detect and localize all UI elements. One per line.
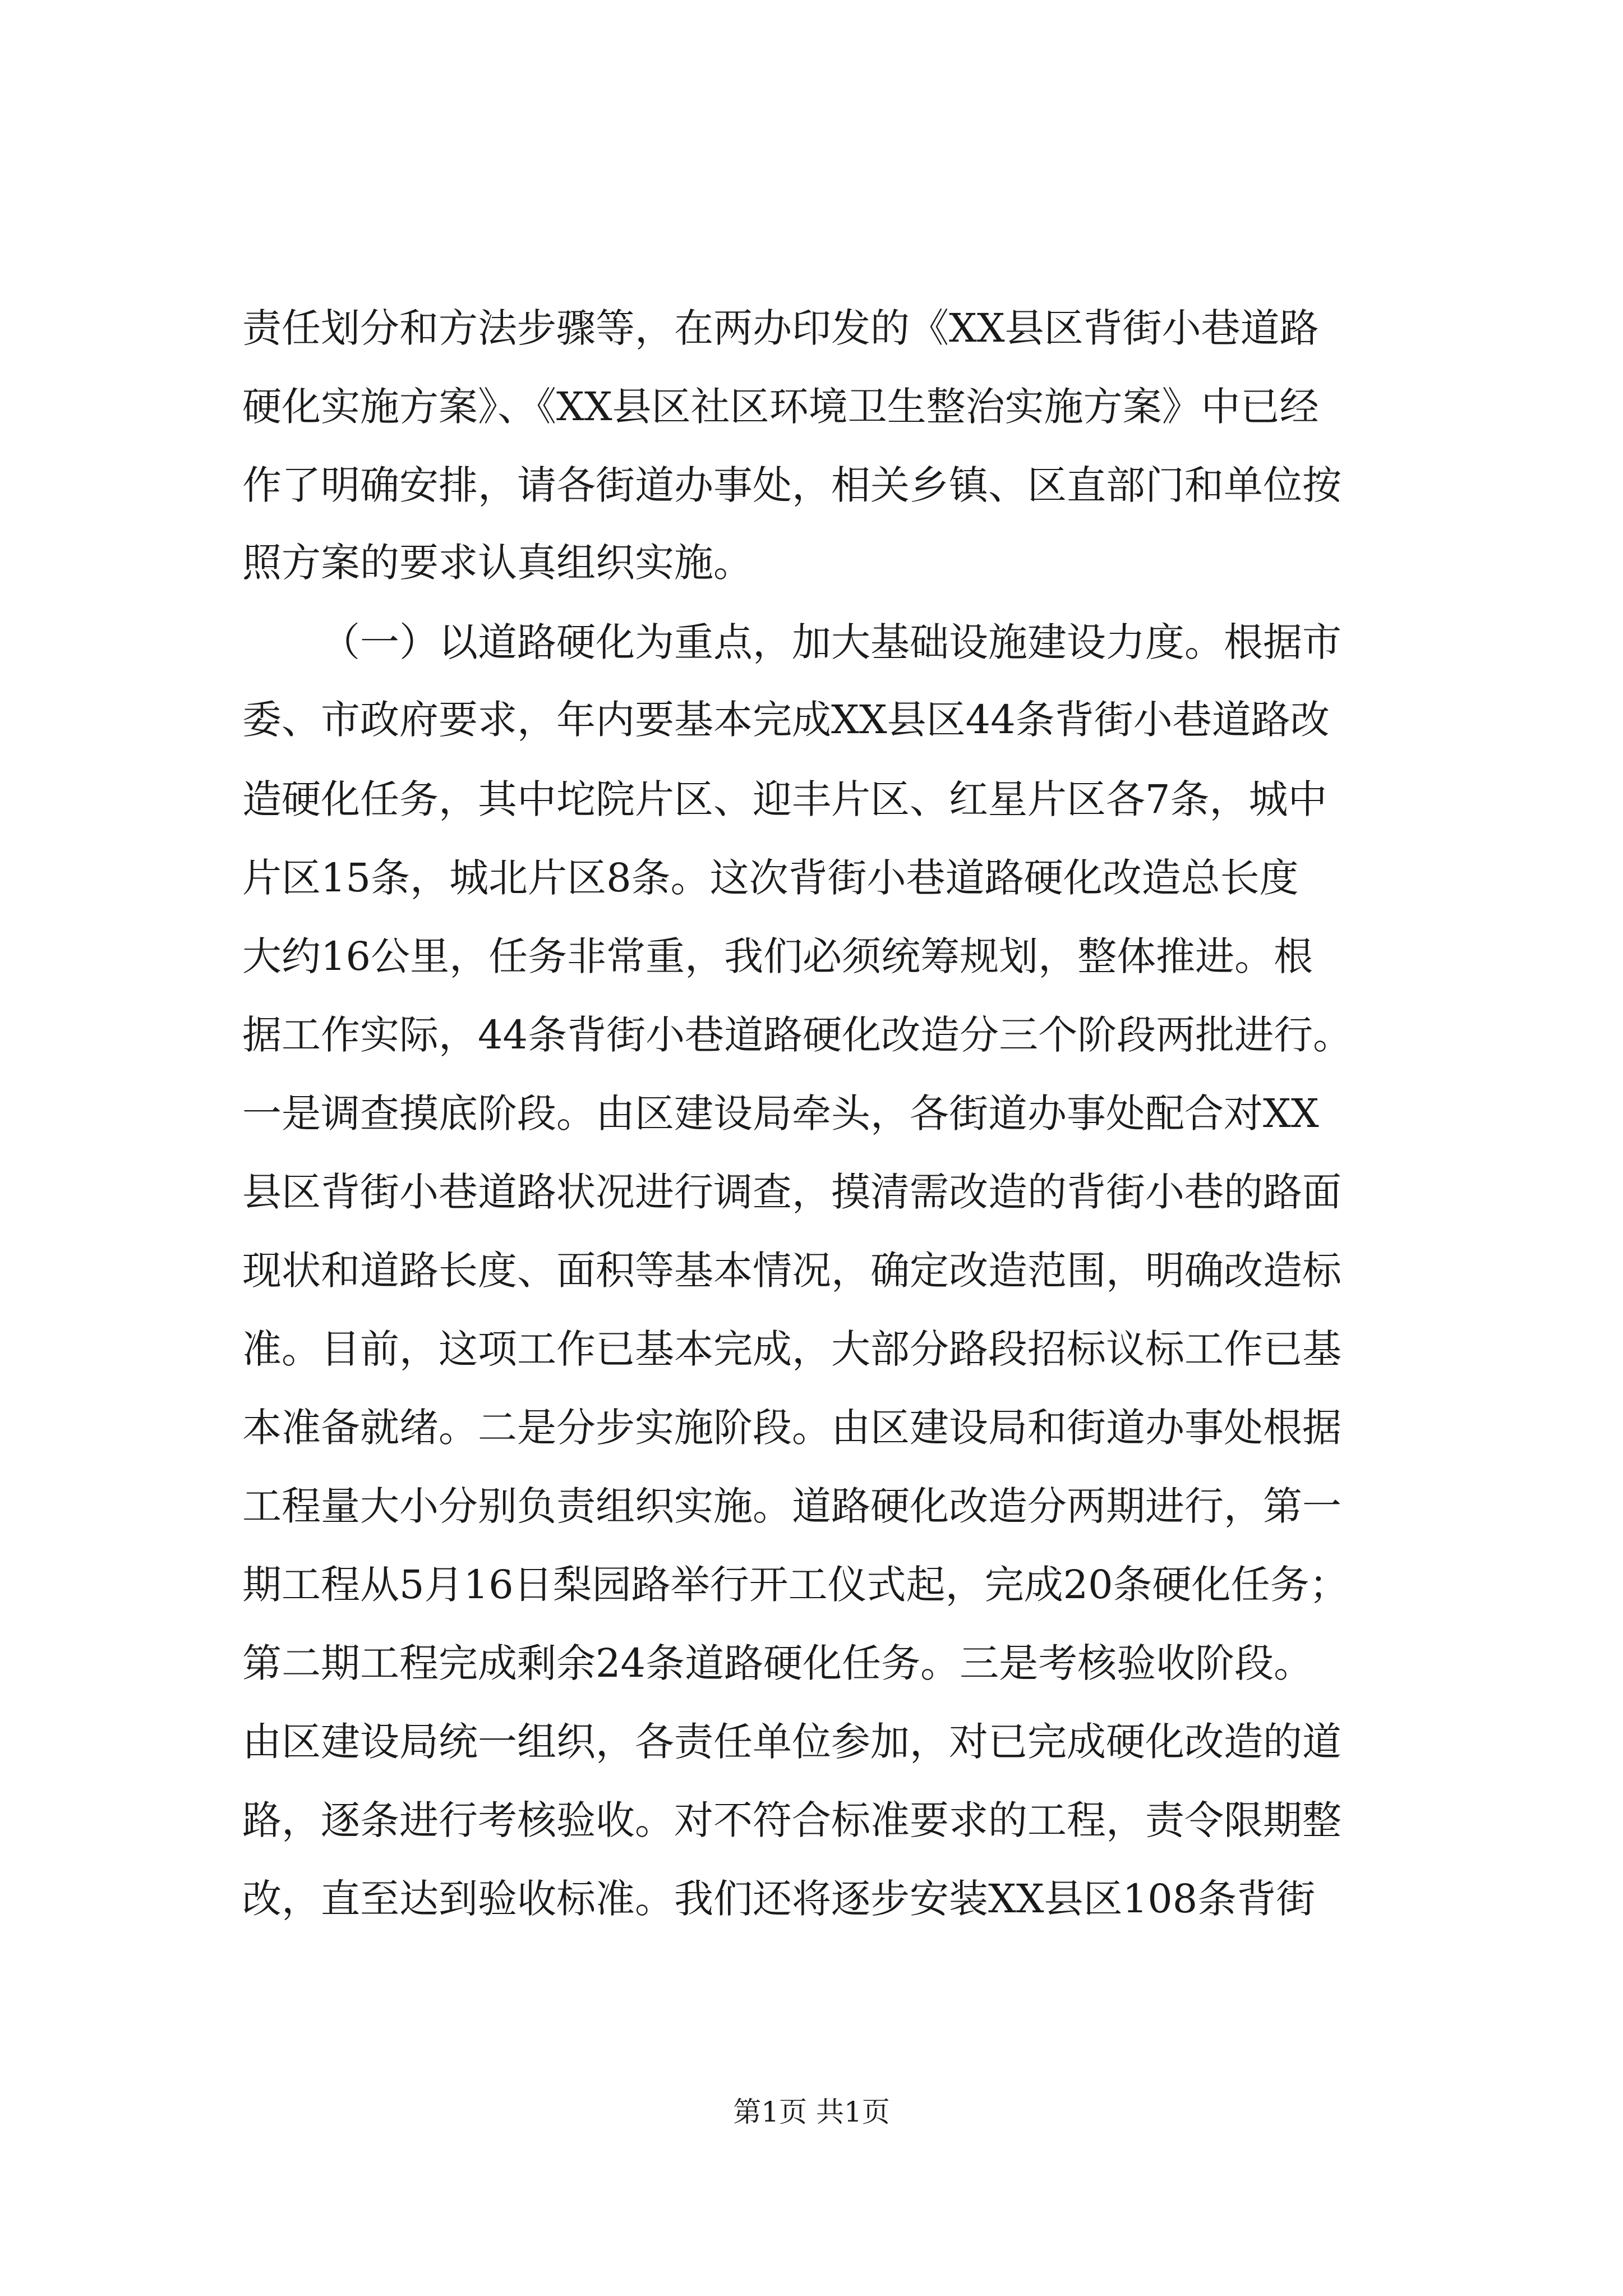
page-footer: 第1页 共1页: [733, 2096, 890, 2128]
paragraph-heading-line: （一）以道路硬化为重点，加大基础设施建设力度。根据市: [321, 619, 1341, 665]
text-line-4: 照方案的要求认真组织实施。: [242, 540, 753, 586]
text-line-10: 据工作实际，44条背街小巷道路硬化改造分三个阶段两批进行。: [242, 1012, 1353, 1058]
text-line-13: 现状和道路长度、面积等基本情况，确定改造范围，明确改造标: [242, 1248, 1341, 1294]
text-line-11: 一是调查摸底阶段。由区建设局牵头，各街道办事处配合对XX: [242, 1091, 1319, 1137]
text-line-6: 委、市政府要求，年内要基本完成XX县区44条背街小巷道路改: [242, 697, 1330, 743]
text-line-16: 工程量大小分别负责组织实施。道路硬化改造分两期进行，第一: [242, 1483, 1341, 1529]
text-line-15: 本准备就绪。二是分步实施阶段。由区建设局和街道办事处根据: [242, 1405, 1341, 1451]
text-line-9: 大约16公里，任务非常重，我们必须统筹规划，整体推进。根: [242, 933, 1313, 979]
text-line-14: 准。目前，这项工作已基本完成，大部分路段招标议标工作已基: [242, 1326, 1341, 1372]
text-line-19: 由区建设局统一组织，各责任单位参加，对已完成硬化改造的道: [242, 1719, 1341, 1765]
text-line-12: 县区背街小巷道路状况进行调查，摸清需改造的背街小巷的路面: [242, 1169, 1341, 1215]
text-line-8: 片区15条，城北片区8条。这次背街小巷道路硬化改造总长度: [242, 855, 1299, 901]
text-line-17: 期工程从5月16日梨园路举行开工仪式起，完成20条硬化任务；: [242, 1562, 1349, 1608]
text-line-1: 责任划分和方法步骤等，在两办印发的《XX县区背街小巷道路: [242, 305, 1319, 351]
text-line-2: 硬化实施方案》、《XX县区社区环境卫生整治实施方案》中已经: [242, 384, 1319, 430]
text-line-7: 造硬化任务，其中坨院片区、迎丰片区、红星片区各7条，城中: [242, 776, 1327, 822]
text-line-3: 作了明确安排，请各街道办事处，相关乡镇、区直部门和单位按: [242, 462, 1341, 508]
text-line-20: 路，逐条进行考核验收。对不符合标准要求的工程，责令限期整: [242, 1797, 1341, 1843]
text-line-21: 改，直至达到验收标准。我们还将逐步安装XX县区108条背街: [242, 1876, 1316, 1922]
text-line-18: 第二期工程完成剩余24条道路硬化任务。三是考核验收阶段。: [242, 1640, 1313, 1686]
